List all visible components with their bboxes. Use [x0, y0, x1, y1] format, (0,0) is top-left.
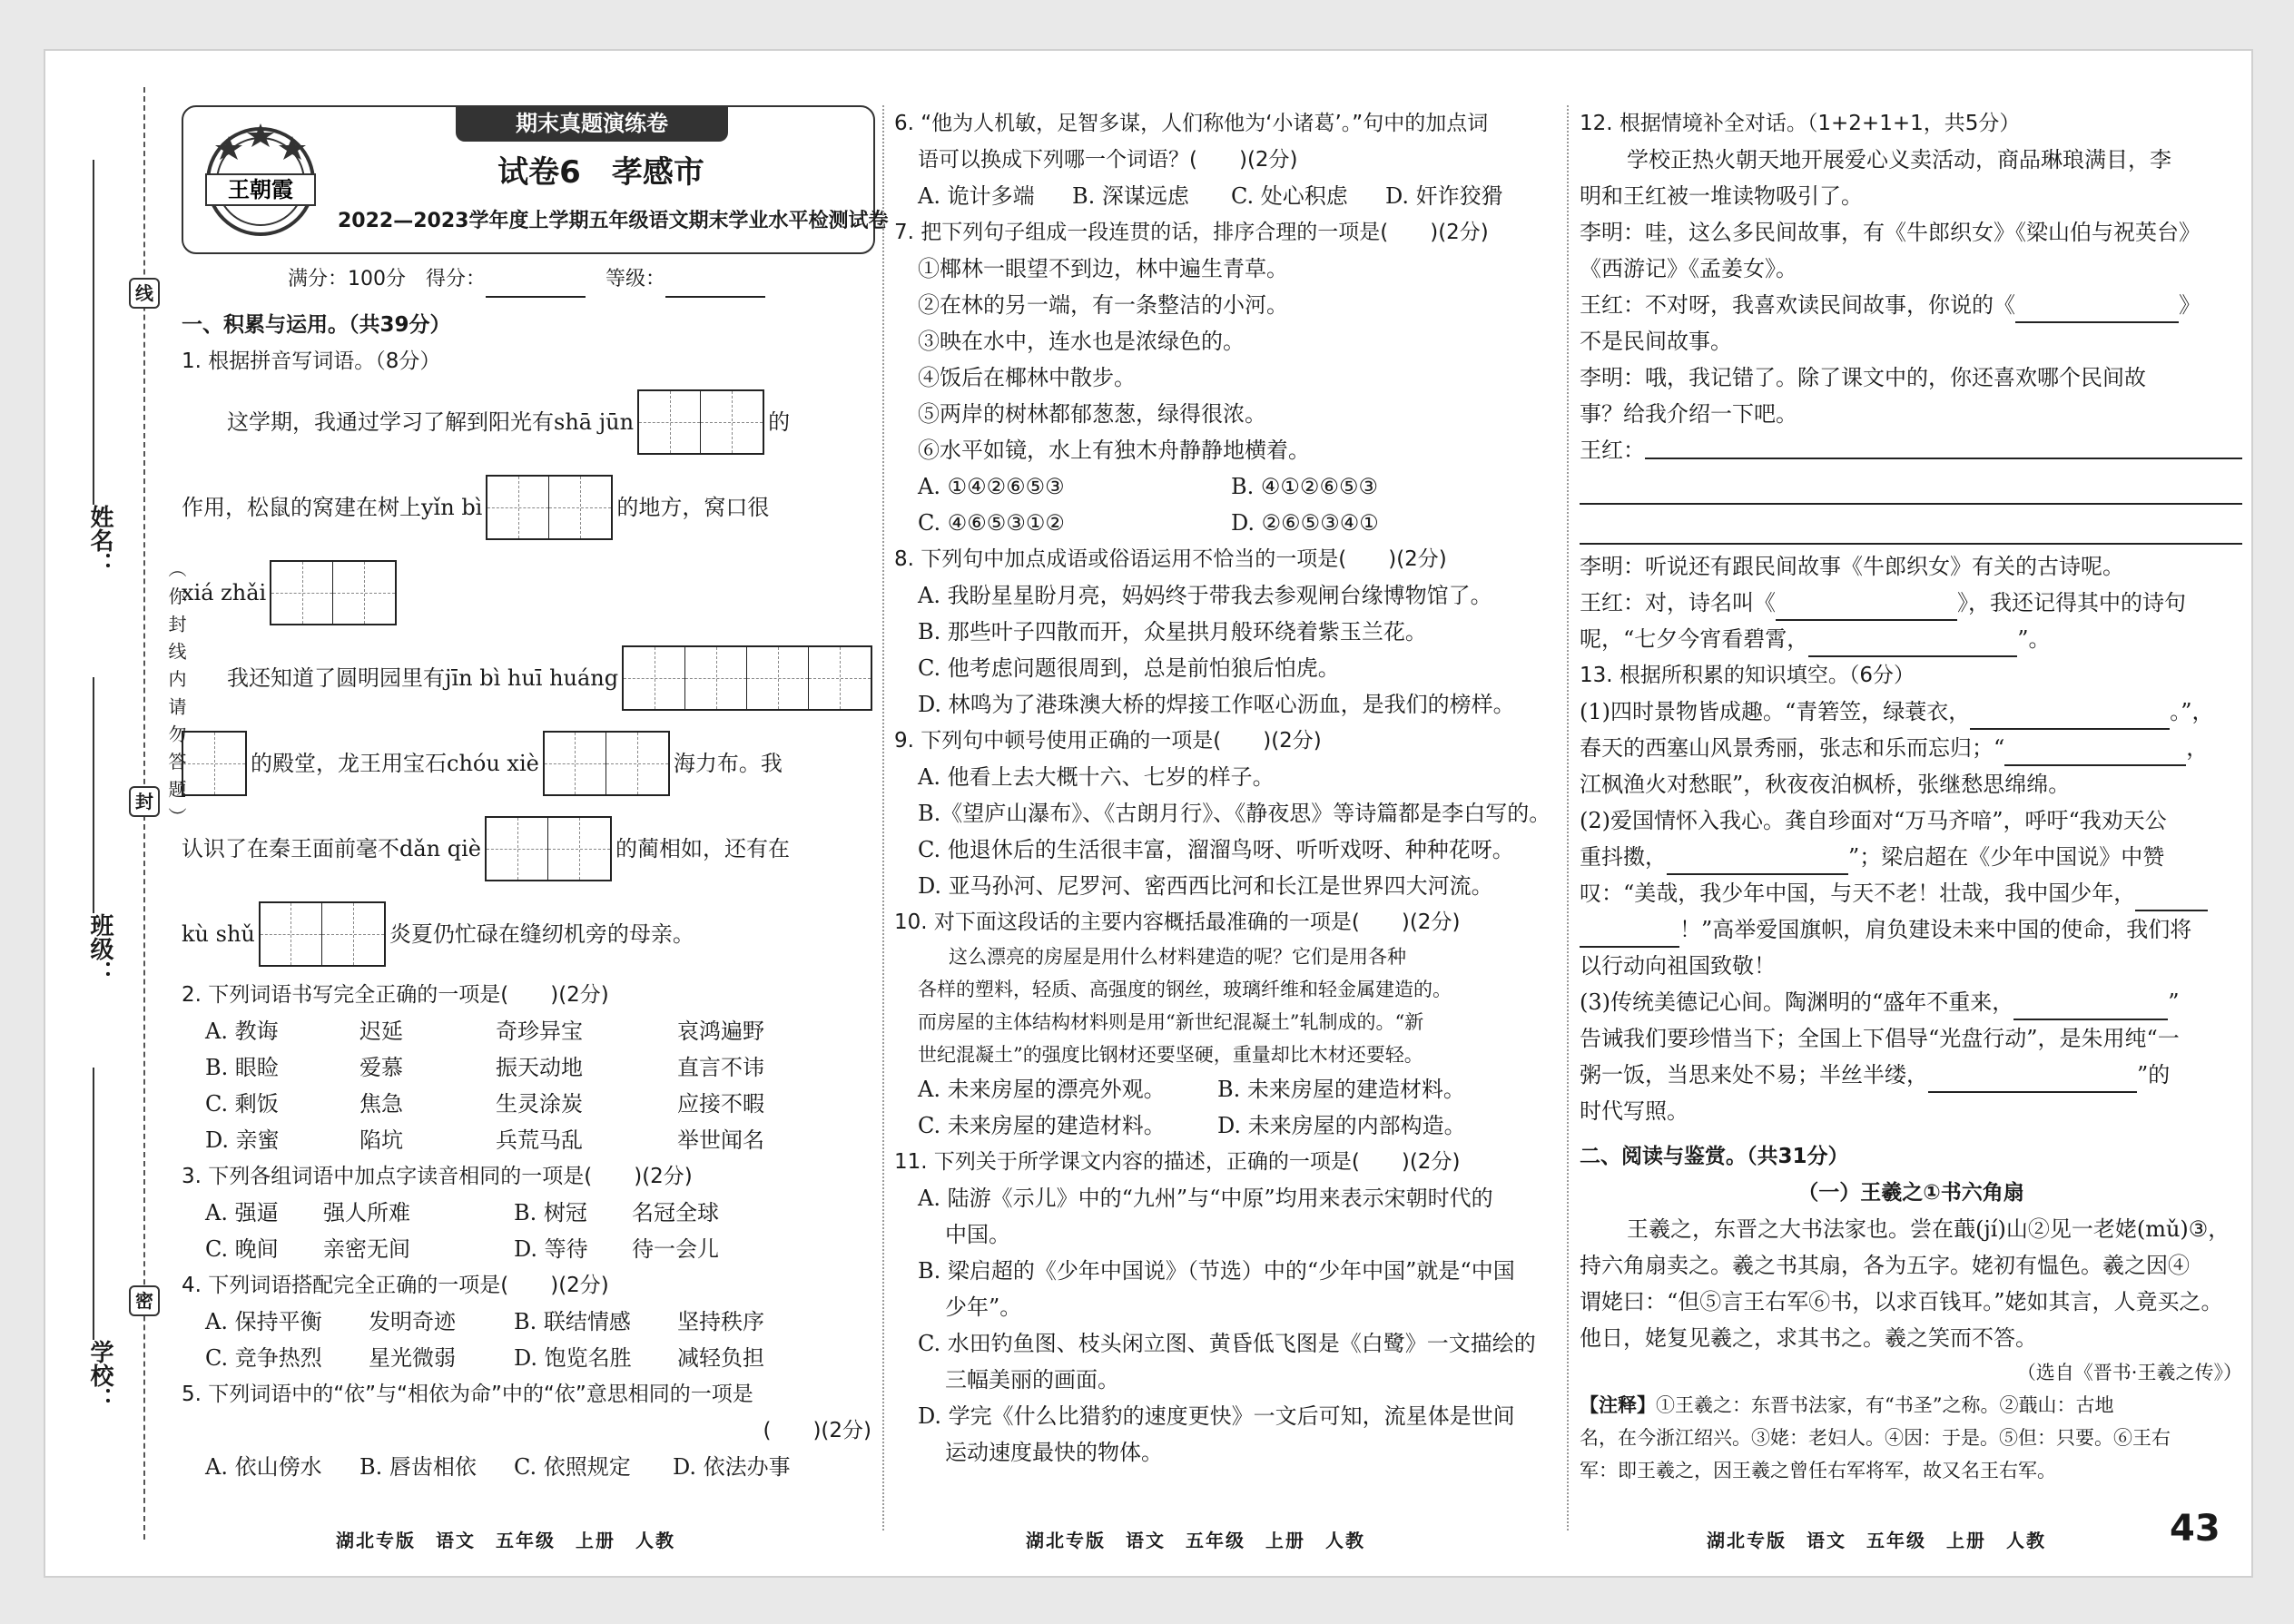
name-label: 姓名： — [86, 505, 113, 576]
notes-line-1: 【注释】①王羲之：东晋书法家，有“书圣”之称。②蕺山：古地 — [1580, 1394, 2114, 1416]
q13-blank-4-cont[interactable] — [1580, 920, 1679, 948]
q9-option-c[interactable]: C. 他退休后的生活很丰富，溜溜鸟呀、听听戏呀、种种花呀。 — [918, 837, 1514, 862]
q11-option-c-cont: 三幅美丽的画面。 — [945, 1367, 1119, 1393]
question-8: 8. 下列句中加点成语或俗语运用不恰当的一项是( )(2分) — [894, 547, 1447, 571]
question-5: 5. 下列词语中的“依”与“相依为命”中的“依”意思相同的一项是 — [182, 1383, 753, 1406]
q7-options-cd[interactable]: C. ④⑥⑤③①② D. ②⑥⑤③④① — [918, 510, 1379, 536]
q13-line-11: 粥一饭，当思来处不易；半丝半缕， ”的 — [1580, 1057, 2242, 1093]
q13-line-4: (2)爱国情怀入我心。龚自珍面对“万马齐喑”，呼吁“我劝天公 — [1580, 808, 2167, 833]
q12-blank-3[interactable] — [1808, 630, 2017, 657]
q12-blank-1[interactable] — [2015, 296, 2179, 323]
question-11: 11. 下列关于所学课文内容的描述，正确的一项是( )(2分) — [894, 1150, 1461, 1174]
q2-option-a[interactable]: A. 教诲 迟延 奇珍异宝 哀鸿遍野 — [205, 1019, 764, 1044]
page-number: 43 — [2170, 1508, 2220, 1550]
q4-options-ab[interactable]: A. 保持平衡 发明奇迹 B. 联结情感 坚持秩序 — [205, 1309, 764, 1334]
question-4: 4. 下列词语搭配完全正确的一项是( )(2分) — [182, 1274, 609, 1297]
q2-option-c[interactable]: C. 剩饭 焦急 生灵涂炭 应接不暇 — [205, 1091, 764, 1117]
q1-line-6: 认识了在秦王面前毫不dǎn qiè 的蔺相如，还有在 — [182, 806, 871, 891]
question-13: 13. 根据所积累的知识填空。（6分） — [1580, 664, 1915, 687]
reading-1-title: （一）王羲之①书六角扇 — [1797, 1181, 2024, 1205]
q7-item-1: ①椰林一眼望不到边，林中遍生青草。 — [918, 256, 1288, 281]
footer-right: 湖北专版 语文 五年级 上册 人教 — [1707, 1530, 2046, 1551]
q12-answer-line-2[interactable] — [1580, 468, 2242, 505]
q8-option-d[interactable]: D. 林鸣为了港珠澳大桥的焊接工作呕心沥血，是我们的榜样。 — [918, 692, 1515, 717]
q13-line-7: ！”高举爱国旗帜，肩负建设未来中国的使命，我们将 — [1580, 911, 2242, 948]
q1-line-5: 的殿堂，龙王用宝石chóu xiè 海力布。我 — [182, 721, 871, 806]
q12-line-6: 事？给我介绍一下吧。 — [1580, 401, 1797, 427]
q5-options[interactable]: A. 依山傍水 B. 唇齿相依 C. 依照规定 D. 依法办事 — [205, 1454, 791, 1480]
q13-blank-1[interactable] — [1970, 703, 2170, 730]
q10-passage-4: 世纪混凝土”的强度比钢材还要坚硬，重量却比木材还要轻。 — [918, 1044, 1423, 1066]
binding-strip — [45, 51, 187, 1576]
q8-option-c[interactable]: C. 他考虑问题很周到，总是前怕狼后怕虎。 — [918, 655, 1340, 681]
q7-item-6: ⑥水平如镜，水上有独木舟静静地横着。 — [918, 438, 1310, 463]
q10-options-ab[interactable]: A. 未来房屋的漂亮外观。 B. 未来房屋的建造材料。 — [918, 1077, 1465, 1102]
reading-1-line-3: 谓姥曰：“但⑤言王右军⑥书，以求百钱耳。”姥如其言，人竟买之。 — [1580, 1289, 2223, 1314]
column-divider-2 — [1567, 105, 1569, 1530]
notes-line-3: 军：即王羲之，因王羲之曾任右军将军，故又名王右军。 — [1580, 1460, 2056, 1481]
q4-options-cd[interactable]: C. 竞争热烈 星光微弱 D. 饱览名胜 减轻负担 — [205, 1345, 764, 1371]
seal-secret-mark: 密 — [129, 1285, 160, 1316]
q11-option-b[interactable]: B. 梁启超的《少年中国说》（节选）中的“少年中国”就是“中国 — [918, 1258, 1515, 1284]
column-divider-1 — [882, 105, 884, 1530]
q13-line-2: 春天的西塞山风景秀丽，张志和乐而忘归；“ ， — [1580, 730, 2242, 766]
q1-line-2: 作用，松鼠的窝建在树上yǐn bì 的地方，窝口很 — [182, 465, 871, 550]
q9-option-b[interactable]: B.《望庐山瀑布》、《古朗月行》、《静夜思》等诗篇都是李白写的。 — [918, 801, 1551, 826]
question-7: 7. 把下列句子组成一段连贯的话，排序合理的一项是( )(2分) — [894, 221, 1489, 244]
q12-line-4: 不是民间故事。 — [1580, 329, 1732, 354]
q13-blank-6[interactable] — [1928, 1066, 2137, 1093]
no-answer-notice: （ 你 封 线 内 请 勿 答 题 ） — [165, 559, 187, 828]
svg-text:王朝霞: 王朝霞 — [228, 176, 293, 202]
q13-blank-5[interactable] — [2013, 993, 2168, 1020]
seal-line-mark: 线 — [129, 278, 160, 309]
question-10: 10. 对下面这段话的主要内容概括最准确的一项是( )(2分) — [894, 910, 1461, 934]
notes-line-2: 名，在今浙江绍兴。③姥：老妇人。④因：于是。⑤但：只要。⑥王右 — [1580, 1427, 2171, 1449]
q10-passage-3: 而房屋的主体结构材料则是用“新世纪混凝土”轧制成的。“新 — [918, 1011, 1424, 1033]
question-12: 12. 根据情境补全对话。（1+2+1+1，共5分） — [1580, 112, 2021, 135]
reading-1-source: （选自《晋书·王羲之传》） — [2016, 1362, 2242, 1383]
paper-sheet — [45, 51, 2251, 1576]
reading-1-line-2: 持六角扇卖之。羲之书其扇，各为五字。姥初有愠色。羲之因④ — [1580, 1253, 2190, 1278]
q2-option-b[interactable]: B. 眼睑 爱慕 振天动地 直言不讳 — [205, 1055, 764, 1080]
q12-line-5: 李明：哦，我记错了。除了课文中的，你还喜欢哪个民间故 — [1580, 365, 2146, 390]
name-line — [93, 160, 94, 505]
q12-answer-line-3[interactable] — [1580, 508, 2242, 545]
class-label: 班级： — [86, 913, 113, 984]
answer-grid-chouxie[interactable] — [543, 731, 670, 796]
q12-blank-2[interactable] — [1776, 594, 1957, 621]
q7-options-ab[interactable]: A. ①④②⑥⑤③ B. ④①②⑥⑤③ — [918, 474, 1378, 499]
q10-passage-1: 这么漂亮的房屋是用什么材料建造的呢？它们是用各种 — [949, 946, 1406, 968]
q12-line-1: 李明：哇，这么多民间故事，有《牛郎织女》《梁山伯与祝英台》 — [1580, 220, 2200, 245]
q13-blank-4[interactable] — [2135, 884, 2208, 911]
question-5-score: ( )(2分) — [763, 1419, 871, 1442]
q8-option-a[interactable]: A. 我盼星星盼月亮，妈妈终于带我去参观闸台缘博物馆了。 — [918, 583, 1492, 608]
q11-option-b-cont: 少年”。 — [945, 1294, 1022, 1320]
section-2-heading: 二、阅读与鉴赏。（共31分） — [1580, 1145, 1849, 1168]
q2-options — [182, 1013, 871, 1158]
q6-options[interactable]: A. 诡计多端 B. 深谋远虑 C. 处心积虑 D. 奸诈狡猾 — [918, 183, 1503, 209]
question-2: 2. 下列词语书写完全正确的一项是( )(2分) — [182, 983, 609, 1007]
publisher-logo-icon — [192, 116, 329, 243]
q2-option-d[interactable]: D. 亲蜜 陷坑 兵荒马乱 举世闻名 — [205, 1127, 764, 1153]
q12-intro-1: 学校正热火朝天地开展爱心义卖活动，商品琳琅满目，李 — [1627, 147, 2171, 172]
school-line — [93, 1068, 94, 1340]
q12-intro-2: 明和王红被一堆读物吸引了。 — [1580, 183, 1863, 209]
q11-option-c[interactable]: C. 水田钓鱼图、枝头闲立图、黄昏低飞图是《白鹭》一文描绘的 — [918, 1331, 1536, 1356]
q11-option-a[interactable]: A. 陆游《示儿》中的“九州”与“中原”均用来表示宋朝时代的 — [918, 1186, 1493, 1211]
q3-options-ab[interactable]: A. 强逼 强人所难 B. 树冠 名冠全球 — [205, 1200, 719, 1225]
question-1: 1. 根据拼音写词语。（8分） — [182, 349, 441, 373]
answer-grid-shajun[interactable] — [637, 389, 764, 455]
q10-passage-2: 各样的塑料，轻质、高强度的钢丝，玻璃纤维和轻金属建造的。 — [918, 979, 1452, 1000]
q1-line-7: kù shǔ 炎夏仍忙碌在缝纫机旁的母亲。 — [182, 891, 871, 977]
q11-option-d-cont: 运动速度最快的物体。 — [945, 1440, 1163, 1465]
q12-answer-line-1[interactable] — [1645, 432, 2242, 459]
q7-item-5: ⑤两岸的树林都郁葱葱，绿得很浓。 — [918, 401, 1266, 427]
answer-grid-xiazhai[interactable] — [270, 560, 397, 625]
header-banner: 期末真题演练卷 — [456, 105, 728, 142]
q1-line-3: xiá zhǎi — [182, 550, 871, 635]
seal-seal-mark: 封 — [129, 786, 160, 817]
q12-line-7: 王红： — [1580, 432, 2242, 468]
exam-title: 试卷6 孝感市 — [497, 154, 704, 191]
q7-item-4: ④饭后在椰林中散步。 — [918, 365, 1136, 390]
q12-line-8: 李明：听说还有跟民间故事《牛郎织女》有关的古诗呢。 — [1580, 554, 2124, 579]
score-line: 满分：100分 得分： 等级： — [182, 261, 871, 298]
q1-line-1: 这学期，我通过学习了解到阳光有shā jūn 的 — [182, 379, 871, 465]
q13-line-1: (1)四时景物皆成趣。“青箬笠，绿蓑衣， 。”， — [1580, 694, 2242, 730]
q10-options-cd[interactable]: C. 未来房屋的建造材料。 D. 未来房屋的内部构造。 — [918, 1113, 1466, 1138]
question-6: 6. “他为人机敏，足智多谋，人们称他为‘小诸葛’。”句中的加点词 — [894, 112, 1489, 135]
q3-options-cd[interactable]: C. 晚间 亲密无间 D. 等待 待一会儿 — [205, 1236, 719, 1262]
answer-grid-kushu[interactable] — [259, 901, 386, 967]
answer-grid-jinbihuihuang-cont[interactable] — [182, 731, 247, 796]
class-line — [93, 677, 94, 913]
exam-subtitle: 2022—2023学年度上学期五年级语文期末学业水平检测试卷 — [338, 210, 889, 232]
q13-line-8: 以行动向祖国致敬！ — [1580, 953, 1776, 979]
q7-item-2: ②在林的另一端，有一条整洁的小河。 — [918, 292, 1288, 318]
q12-line-10: 呢，“七夕今宵看碧霄， ”。 — [1580, 621, 2242, 657]
answer-grid-jinbihuihuang[interactable] — [622, 645, 872, 711]
q13-line-9: (3)传统美德记心间。陶渊明的“盛年不重来， ” — [1580, 984, 2242, 1020]
reading-1-line-1: 王羲之，东晋之大书法家也。尝在蕺(jí)山②见一老姥(mǔ)③， — [1627, 1216, 2230, 1242]
q12-line-3: 王红：不对呀，我喜欢读民间故事，你说的《 》 — [1580, 287, 2242, 323]
exam-header — [182, 105, 889, 254]
q8-option-b[interactable]: B. 那些叶子四散而开，众星拱月般环绕着紫玉兰花。 — [918, 619, 1427, 645]
footer-left: 湖北专版 语文 五年级 上册 人教 — [336, 1530, 675, 1551]
q13-line-5: 重抖擞， ”；梁启超在《少年中国说》中赞 — [1580, 839, 2242, 875]
q9-option-d[interactable]: D. 亚马孙河、尼罗河、密西西比河和长江是世界四大河流。 — [918, 873, 1493, 899]
column-3 — [1580, 105, 2242, 1487]
question-3: 3. 下列各组词语中加点字读音相同的一项是( )(2分) — [182, 1165, 693, 1188]
school-label: 学校： — [86, 1340, 113, 1411]
q12-line-2: 《西游记》《孟姜女》。 — [1580, 256, 1797, 281]
q1-line-4: 我还知道了圆明园里有jīn bì huī huáng — [182, 635, 871, 721]
q7-item-3: ③映在水中，连水也是浓绿色的。 — [918, 329, 1245, 354]
grade-blank[interactable] — [665, 271, 765, 298]
reading-1-line-4: 他日，姥复见羲之，求其书之。羲之笑而不答。 — [1580, 1325, 2037, 1351]
footer-middle: 湖北专版 语文 五年级 上册 人教 — [1026, 1530, 1365, 1551]
q13-line-12: 时代写照。 — [1580, 1098, 1689, 1124]
q13-blank-2[interactable] — [2004, 739, 2186, 766]
q13-line-6: 叹：“美哉，我少年中国，与天不老！壮哉，我中国少年， — [1580, 875, 2242, 911]
q12-line-9: 王红：对，诗名叫《 》，我还记得其中的诗句 — [1580, 585, 2242, 621]
score-blank[interactable] — [486, 271, 586, 298]
answer-grid-danqie[interactable] — [485, 816, 612, 881]
q11-option-d[interactable]: D. 学完《什么比猎豹的速度更快》一文后可知，流星体是世间 — [918, 1403, 1515, 1429]
q9-option-a[interactable]: A. 他看上去大概十六、七岁的样子。 — [918, 764, 1275, 790]
question-9: 9. 下列句中顿号使用正确的一项是( )(2分) — [894, 729, 1322, 753]
column-2 — [894, 105, 1557, 1471]
q13-blank-3[interactable] — [1667, 848, 1848, 875]
answer-grid-yinbi[interactable] — [486, 475, 613, 540]
column-1 — [182, 105, 889, 1485]
q13-line-10: 告诫我们要珍惜当下；全国上下倡导“光盘行动”，是朱用纯“一 — [1580, 1026, 2180, 1051]
q11-option-a-cont: 中国。 — [945, 1222, 1010, 1247]
q13-line-3: 江枫渔火对愁眠”，秋夜夜泊枫桥，张继愁思绵绵。 — [1580, 772, 2071, 797]
question-6-cont: 语可以换成下列哪一个词语？( )(2分) — [918, 148, 1298, 172]
section-1-heading: 一、积累与运用。（共39分） — [182, 313, 451, 337]
